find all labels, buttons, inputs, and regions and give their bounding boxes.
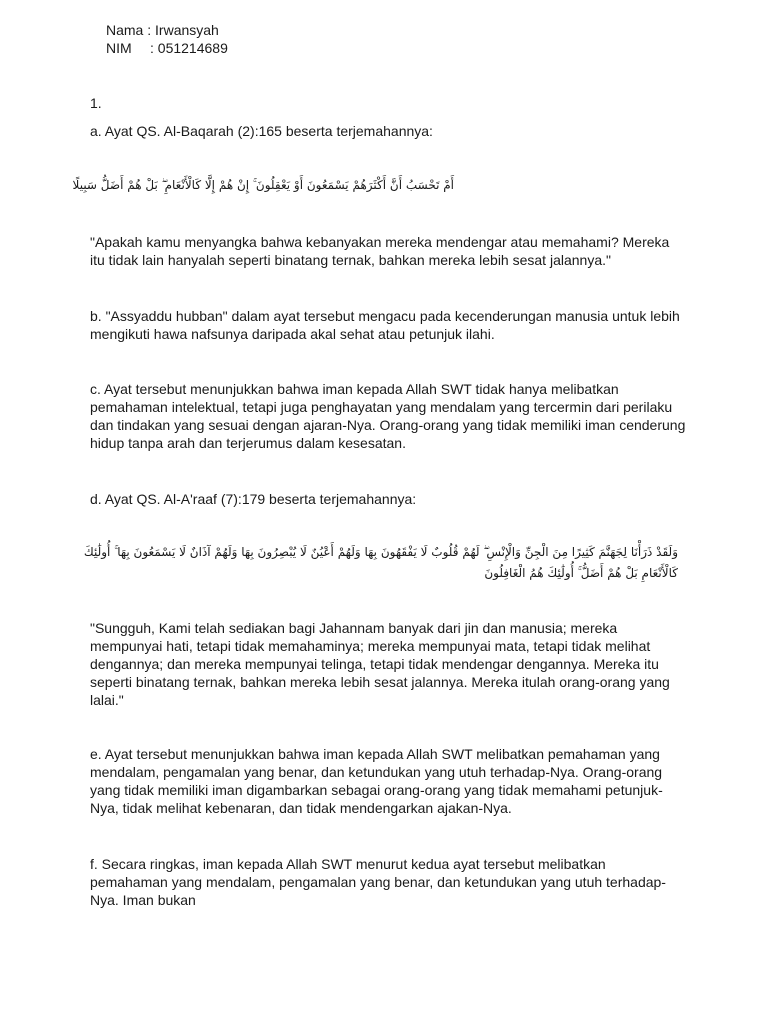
- student-nim-line: [106, 39, 228, 57]
- section-d-heading: d. Ayat QS. Al-A'raaf (7):179 beserta terjemahannya:: [90, 491, 417, 507]
- nim-value: 051214689: [157, 40, 228, 56]
- section-a-translation-line: "Apakah kamu menyangka bahwa kebanyakan mereka mendengar atau memahami? Mereka: [90, 234, 670, 250]
- name-separator: :: [147, 22, 156, 38]
- nim-separator: :: [150, 40, 158, 56]
- section-a-arabic-verse: أَمْ تَحْسَبُ أَنَّ أَكْثَرَهُمْ يَسْمَعُونَ أَوْ يَعْقِلُونَ ۚ إِنْ هُمْ إِلَّا كَالْأَنْعَامِ ۖ بَلْ هُمْ أَضَلُّ سَبِيلًا: [72, 178, 454, 192]
- section-d-translation-line: mempunyai hati, tetapi tidak memahaminya; mereka mempunyai mata, tetapi tidak melihat: [90, 638, 651, 654]
- nim-label: NIM: [106, 40, 132, 56]
- section-a-translation: [90, 233, 690, 269]
- name-value: Irwansyah: [155, 22, 219, 38]
- section-b-line: mengikuti hawa nafsunya daripada akal sehat atau petunjuk ilahi.: [90, 326, 495, 342]
- section-b-paragraph: [90, 307, 690, 343]
- name-label: Nama: [106, 22, 144, 38]
- section-e-line: yang tidak memiliki iman digambarkan sebagai orang-orang yang tidak memahami petunjuk-: [90, 782, 663, 798]
- section-f-line: Nya. Iman bukan: [90, 892, 196, 908]
- section-e-paragraph: [90, 745, 690, 817]
- section-f-line: f. Secara ringkas, iman kepada Allah SWT menurut kedua ayat tersebut melibatkan: [90, 856, 606, 872]
- question-number: 1.: [90, 95, 102, 111]
- section-d-translation-line: seperti binatang ternak, bahkan mereka lebih sesat jalannya. Mereka itulah orang-orang yang: [90, 674, 670, 690]
- section-d-arabic-verse-line: وَلَقَدْ ذَرَأْنَا لِجَهَنَّمَ كَثِيرًا مِنَ الْجِنِّ وَالْإِنْسِ ۖ لَهُمْ قُلُوبٌ لَا يَفْقَهُونَ بِهَا وَلَهُمْ أَعْيُنٌ لَا يُبْصِرُونَ بِهَا وَلَهُمْ آذَانٌ لَا يَسْمَعُونَ بِهَا ۚ أُولَٰئِكَ: [83, 545, 678, 559]
- student-name-line: [106, 21, 219, 39]
- section-d-arabic-verse-line: كَالْأَنْعَامِ بَلْ هُمْ أَضَلُّ ۚ أُولَٰئِكَ هُمُ الْغَافِلُونَ: [484, 566, 678, 580]
- section-c-paragraph: [90, 380, 690, 452]
- section-b-line: b. "Assyaddu hubban" dalam ayat tersebut mengacu pada kecenderungan manusia untuk lebih: [90, 308, 680, 324]
- section-c-line: dan tindakan yang sesuai dengan ajaran-Nya. Orang-orang yang tidak memiliki iman cenderung: [90, 417, 686, 433]
- section-d-translation: [90, 619, 690, 709]
- section-f-paragraph: [90, 855, 690, 909]
- section-f-line: pemahaman yang mendalam, pengamalan yang benar, dan ketundukan yang utuh terhadap-: [90, 874, 666, 890]
- section-e-line: mendalam, pengamalan yang benar, dan ketundukan yang utuh terhadap-Nya. Orang-orang: [90, 764, 663, 780]
- section-c-line: pemahaman intelektual, tetapi juga penghayatan yang mendalam yang tercermin dari perilaku: [90, 399, 673, 415]
- section-c-line: c. Ayat tersebut menunjukkan bahwa iman kepada Allah SWT tidak hanya melibatkan: [90, 381, 619, 397]
- section-c-line: hidup tanpa arah dan terjerumus dalam kesesatan.: [90, 435, 406, 451]
- section-d-translation-line: lalai.": [90, 692, 124, 708]
- section-d-translation-line: dengannya; dan mereka mempunyai telinga, tetapi tidak mendengar dengannya. Mereka itu: [90, 656, 659, 672]
- section-e-line: e. Ayat tersebut menunjukkan bahwa iman kepada Allah SWT melibatkan pemahaman yang: [90, 746, 660, 762]
- section-e-line: Nya, tidak melihat kebenaran, dan tidak mendengarkan ajakan-Nya.: [90, 800, 512, 816]
- section-a-heading: a. Ayat QS. Al-Baqarah (2):165 beserta terjemahannya:: [90, 123, 433, 139]
- section-a-translation-line: itu tidak lain hanyalah seperti binatang ternak, bahkan mereka lebih sesat jalannya.": [90, 252, 611, 268]
- section-d-translation-line: "Sungguh, Kami telah sediakan bagi Jahannam banyak dari jin dan manusia; mereka: [90, 620, 618, 636]
